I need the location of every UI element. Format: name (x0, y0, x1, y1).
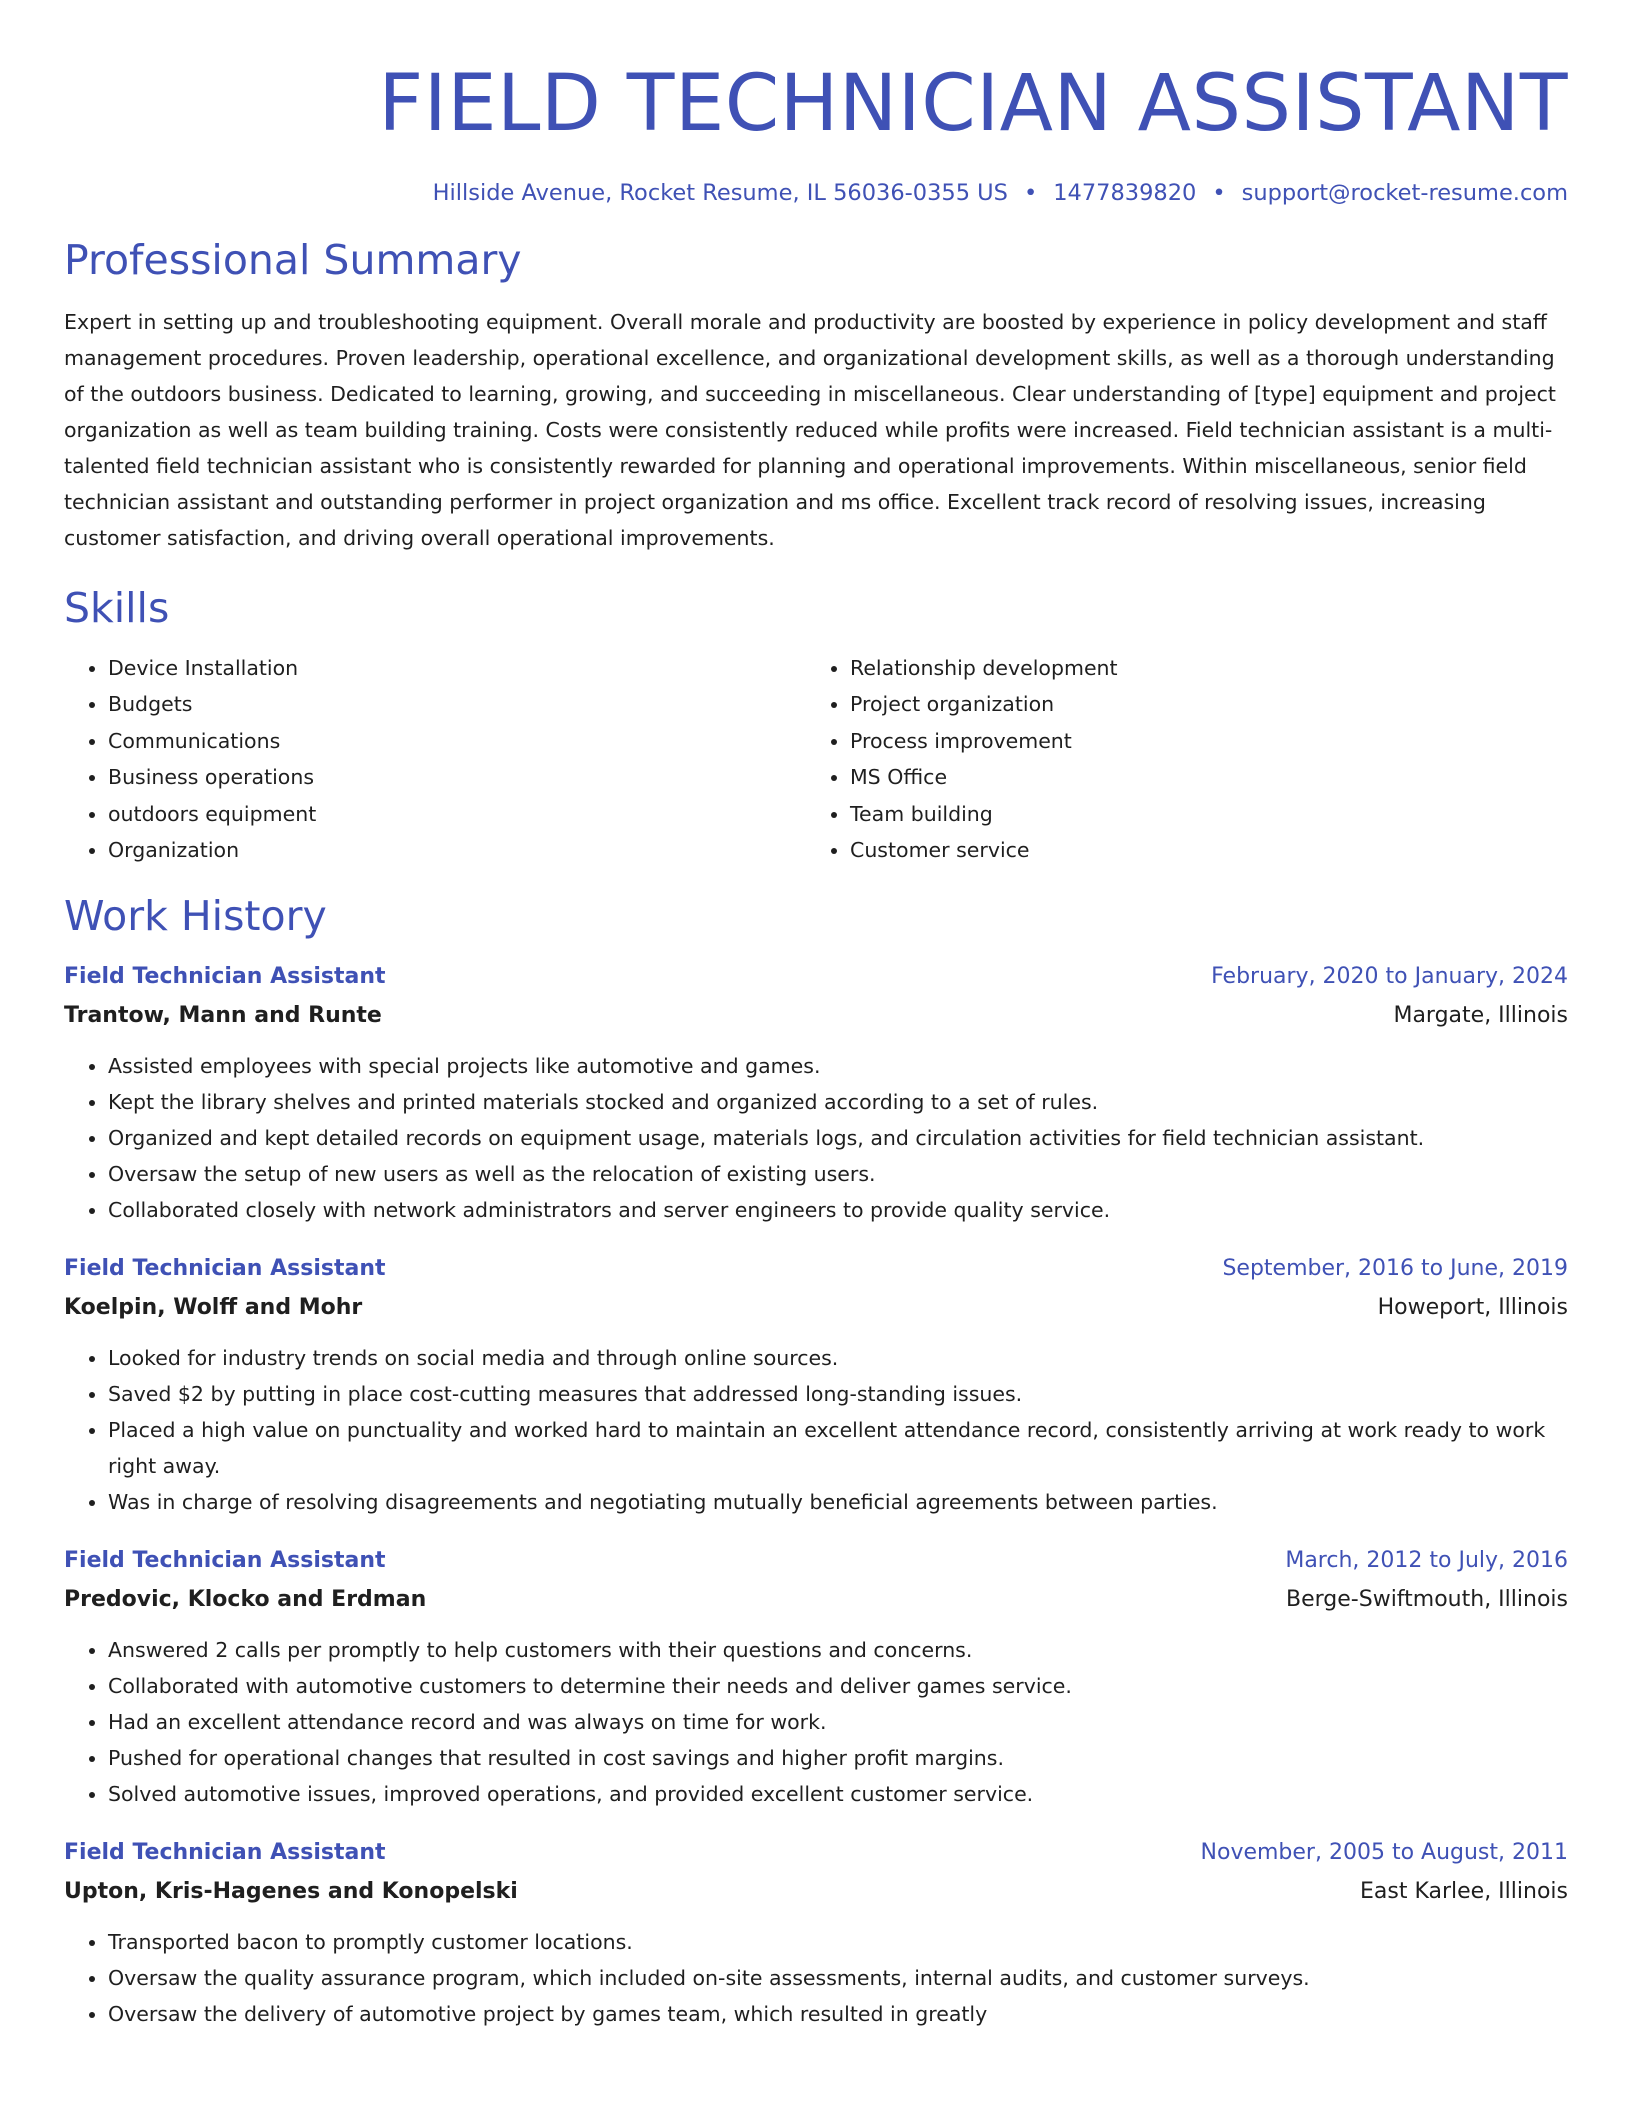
duty-item: • Collaborated with automotive customers to determine their needs and deliver games service. (108, 1668, 1568, 1704)
skill-item: • Business operations (108, 759, 806, 795)
job-duties (64, 1632, 1568, 1812)
duty-item: • Transported bacon to promptly customer locations. (108, 1924, 1568, 1960)
job-dates: November, 2005 to August, 2011 (1200, 1840, 1568, 1866)
duty-item: • Solved automotive issues, improved operations, and provided excellent customer service. (108, 1776, 1568, 1812)
skill-item: • Team building (850, 796, 1548, 832)
contact-separator: • (1212, 180, 1226, 206)
job-entry (64, 958, 1568, 1228)
job-dates: September, 2016 to June, 2019 (1222, 1256, 1568, 1282)
duty-item: • Oversaw the setup of new users as well as the relocation of existing users. (108, 1156, 1568, 1192)
job-dates: March, 2012 to July, 2016 (1285, 1548, 1568, 1574)
duty-item: • Kept the library shelves and printed materials stocked and organized according to a set of rules. (108, 1084, 1568, 1120)
duty-item: • Had an excellent attendance record and was always on time for work. (108, 1704, 1568, 1740)
contact-separator: • (1023, 180, 1038, 206)
job-title: Field Technician Assistant (64, 1840, 386, 1866)
job-company: Predovic, Klocko and Erdman (64, 1587, 427, 1613)
duty-item: • Pushed for operational changes that resulted in cost savings and higher profit margins. (108, 1740, 1568, 1776)
job-location: Berge-Swiftmouth, Illinois (1286, 1587, 1568, 1613)
skill-item: • Device Installation (108, 650, 806, 686)
summary-text: Expert in setting up and troubleshooting equipment. Overall morale and productivity are boosted by experience in policy development and staff management procedures. Proven leadership, operational excellence, and organizational development skills, as well as a thorough understanding of the outdoors business. Dedicated to learning, growing, and succeeding in miscellaneous. Clear understanding of [type] equipment and project organization as well as team building training. Costs were consistently reduced while profits were increased. Field technician assistant is a multi-talented field technician assistant who is consistently rewarded for planning and operational improvements. Within miscellaneous, senior field technician assistant and outstanding performer in project organization and ms office. Excellent track record of resolving issues, increasing customer satisfaction, and driving overall operational improvements. (64, 310, 1556, 550)
skills-column-left (64, 650, 806, 868)
job-title: Field Technician Assistant (64, 1548, 386, 1574)
duty-item: • Oversaw the delivery of automotive project by games team, which resulted in greatly (108, 1996, 1568, 2032)
skill-item: • Budgets (108, 686, 806, 722)
job-duties (64, 1340, 1568, 1520)
duty-item: • Was in charge of resolving disagreements and negotiating mutually beneficial agreements between parties. (108, 1484, 1568, 1520)
skill-item: • Relationship development (850, 650, 1548, 686)
job-title: Field Technician Assistant (64, 964, 386, 990)
contact-line (64, 178, 1568, 208)
job-title: Field Technician Assistant (64, 1256, 386, 1282)
job-location: Margate, Illinois (1393, 1003, 1568, 1029)
work-history-list (64, 958, 1568, 2032)
duty-item: • Assisted employees with special projects like automotive and games. (108, 1048, 1568, 1084)
duty-item: • Oversaw the quality assurance program, which included on-site assessments, internal audits, and customer surveys. (108, 1960, 1568, 1996)
duty-item: • Looked for industry trends on social media and through online sources. (108, 1340, 1568, 1376)
candidate-name: FIELD TECHNICIAN ASSISTANT (378, 59, 1568, 149)
duty-item: • Organized and kept detailed records on equipment usage, materials logs, and circulation activities for field technician assistant. (108, 1120, 1568, 1156)
job-duties (64, 1924, 1568, 2032)
summary-heading: Professional Summary (64, 236, 522, 284)
skill-item: • Communications (108, 723, 806, 759)
duty-item: • Answered 2 calls per promptly to help customers with their questions and concerns. (108, 1632, 1568, 1668)
skill-item: • Process improvement (850, 723, 1548, 759)
skill-item: • MS Office (850, 759, 1548, 795)
work-history-heading: Work History (64, 892, 327, 941)
job-entry (64, 1250, 1568, 1520)
job-location: Howeport, Illinois (1377, 1295, 1568, 1321)
skill-item: • Customer service (850, 832, 1548, 868)
duty-item: • Placed a high value on punctuality and worked hard to maintain an excellent attendance record, consistently arriving at work ready to work right away. (108, 1412, 1568, 1484)
contact-phone: 1477839820 (1053, 180, 1197, 206)
skills-column-right (806, 650, 1548, 868)
job-company: Upton, Kris-Hagenes and Konopelski (64, 1879, 518, 1905)
job-company: Koelpin, Wolff and Mohr (64, 1295, 363, 1321)
contact-address: Hillside Avenue, Rocket Resume, IL 56036-0355 US (432, 180, 1008, 206)
job-location: East Karlee, Illinois (1359, 1879, 1568, 1905)
resume-header (64, 0, 1568, 208)
skills-heading: Skills (64, 584, 170, 632)
contact-email: support@rocket-resume.com (1241, 180, 1568, 206)
job-entry (64, 1834, 1568, 2032)
skill-item: • Organization (108, 832, 806, 868)
duty-item: • Collaborated closely with network administrators and server engineers to provide quality service. (108, 1192, 1568, 1228)
skills-list (64, 650, 1568, 868)
job-company: Trantow, Mann and Runte (64, 1003, 382, 1029)
job-duties (64, 1048, 1568, 1228)
duty-item: • Saved $2 by putting in place cost-cutting measures that addressed long-standing issues. (108, 1376, 1568, 1412)
job-entry (64, 1542, 1568, 1812)
skill-item: • Project organization (850, 686, 1548, 722)
resume-page (64, 0, 1568, 2032)
skill-item: • outdoors equipment (108, 796, 806, 832)
job-dates: February, 2020 to January, 2024 (1211, 964, 1568, 990)
